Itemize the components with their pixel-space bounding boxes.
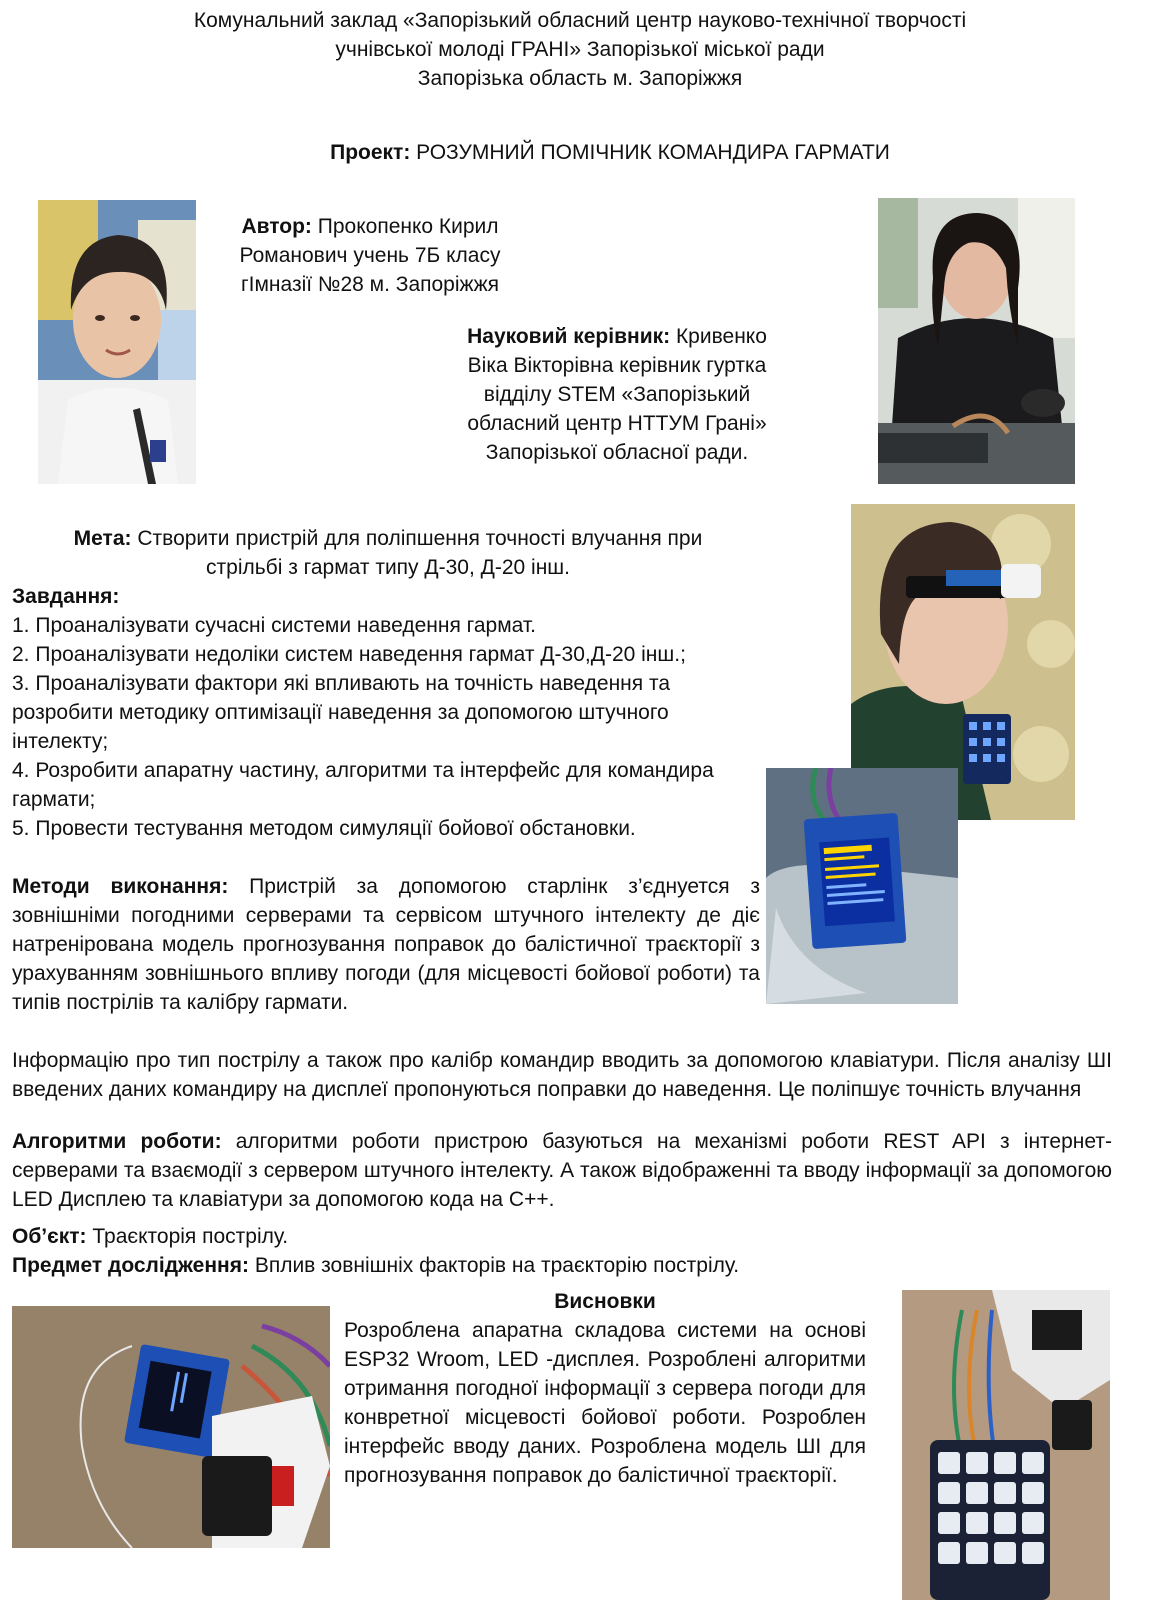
info-text: Інформацію про тип пострілу а також про калібр командир вводить за допомогою клавіатури. Після аналізу ШІ введених даних командиру на дисплеї пропонуються поправки до наведення. Це поліпшує точність влучання bbox=[12, 1049, 1112, 1101]
supervisor-photo bbox=[878, 198, 1075, 484]
oled-display-photo bbox=[766, 768, 958, 1004]
header bbox=[60, 6, 1100, 93]
subject-label: Предмет дослідження: bbox=[12, 1254, 249, 1277]
conclusions-block bbox=[344, 1316, 866, 1490]
supervisor-line-2: Віка Вікторівна керівник гуртка bbox=[467, 354, 767, 377]
supervisor-label: Науковий керівник: bbox=[467, 325, 671, 348]
methods-block bbox=[12, 872, 760, 1017]
keypad-photo bbox=[902, 1290, 1110, 1600]
header-line-2: учнівської молоді ГРАНІ» Запорізької міської ради bbox=[335, 38, 825, 61]
header-line-3: Запорізька область м. Запоріжжя bbox=[417, 67, 743, 90]
goal-line-1: Створити пристрій для поліпшення точності влучання при bbox=[137, 527, 703, 550]
supervisor-line-5: Запорізької обласної ради. bbox=[485, 441, 749, 464]
task-item-1: 1. Проаналізувати сучасні системи наведення гармат. bbox=[12, 614, 536, 637]
goal-label: Мета: bbox=[73, 527, 132, 550]
author-label: Автор: bbox=[241, 215, 312, 238]
hardware-photo-left bbox=[12, 1306, 330, 1548]
object-text: Траєкторія пострілу. bbox=[92, 1225, 289, 1248]
tasks-block bbox=[12, 582, 764, 843]
methods-text: Пристрій за допомогою старлінк з’єднуется з зовнішніми погодними серверами та сервісом штучного інтелекту де діє натренірована модель прогнозування поправок до балістичної траєкторії з урахуванням зовнішнього впливу погоди (для місцевості бойової роботи) та типів пострілів та калібру гармати. bbox=[12, 875, 761, 1014]
supervisor-line-3: відділу STEM «Запорізький bbox=[483, 383, 751, 406]
supervisor-block bbox=[432, 322, 802, 467]
goal-line-2: стрільбі з гармат типу Д-30, Д-20 інш. bbox=[206, 556, 570, 579]
task-item-4: 4. Розробити апаратну частину, алгоритми та інтерфейс для командира гармати; bbox=[12, 759, 714, 811]
conclusions-text: Розроблена апаратна складова системи на основі ESP32 Wroom, LED -дисплея. Розроблені алгоритми отримання погодної інформації з сервера погоди для конвретної місцевості бойової роботи. Розроблен інтерфейс вводу даних. Розроблена модель ШІ для прогнозування поправок до балістичної траєкторії. bbox=[344, 1319, 866, 1487]
methods-label: Методи виконання: bbox=[12, 875, 229, 898]
task-item-5: 5. Провести тестування методом симуляції бойової обстановки. bbox=[12, 817, 636, 840]
goal-block bbox=[12, 524, 764, 582]
supervisor-line-4: обласний центр НТТУМ Грані» bbox=[467, 412, 767, 435]
tasks-label: Завдання: bbox=[12, 585, 120, 608]
subject-text: Вплив зовнішніх факторів на траєкторію пострілу. bbox=[254, 1254, 740, 1277]
object-label: Об’єкт: bbox=[12, 1225, 87, 1248]
project-title bbox=[180, 138, 1040, 167]
algorithms-label: Алгоритми роботи: bbox=[12, 1130, 222, 1153]
task-item-3: 3. Проаналізувати фактори які впливають на точність наведення та розробити методику оптимізації наведення за допомогою штучного інтелекту; bbox=[12, 672, 671, 753]
info-paragraph bbox=[12, 1046, 1112, 1104]
supervisor-name: Кривенко bbox=[675, 325, 767, 348]
object-subject-block bbox=[12, 1222, 1112, 1280]
author-line-2: Романович учень 7Б класу bbox=[239, 244, 501, 267]
author-block bbox=[200, 212, 540, 299]
author-line-3: гІмназії №28 м. Запоріжжя bbox=[241, 273, 499, 296]
task-item-2: 2. Проаналізувати недоліки систем наведення гармат Д-30,Д-20 інш.; bbox=[12, 643, 686, 666]
author-name: Прокопенко Кирил bbox=[317, 215, 499, 238]
conclusions-title bbox=[340, 1287, 870, 1316]
project-name: РОЗУМНИЙ ПОМІЧНИК КОМАНДИРА ГАРМАТИ bbox=[416, 141, 890, 164]
project-label: Проект: bbox=[330, 141, 411, 164]
algorithms-block bbox=[12, 1127, 1112, 1214]
author-photo bbox=[38, 200, 196, 484]
header-line-1: Комунальний заклад «Запорізький обласний центр науково-технічної творчості bbox=[193, 9, 967, 32]
conclusions-heading: Висновки bbox=[554, 1290, 656, 1313]
algorithms-text: алгоритми роботи пристрою базуються на механізмі роботи REST API з інтернет-серверами та взаємодії з сервером штучного інтелекту. А також відображенні та вводу інформації за допомогою LED Дисплею та клавіатури за допомогою кода на С++. bbox=[12, 1130, 1112, 1211]
